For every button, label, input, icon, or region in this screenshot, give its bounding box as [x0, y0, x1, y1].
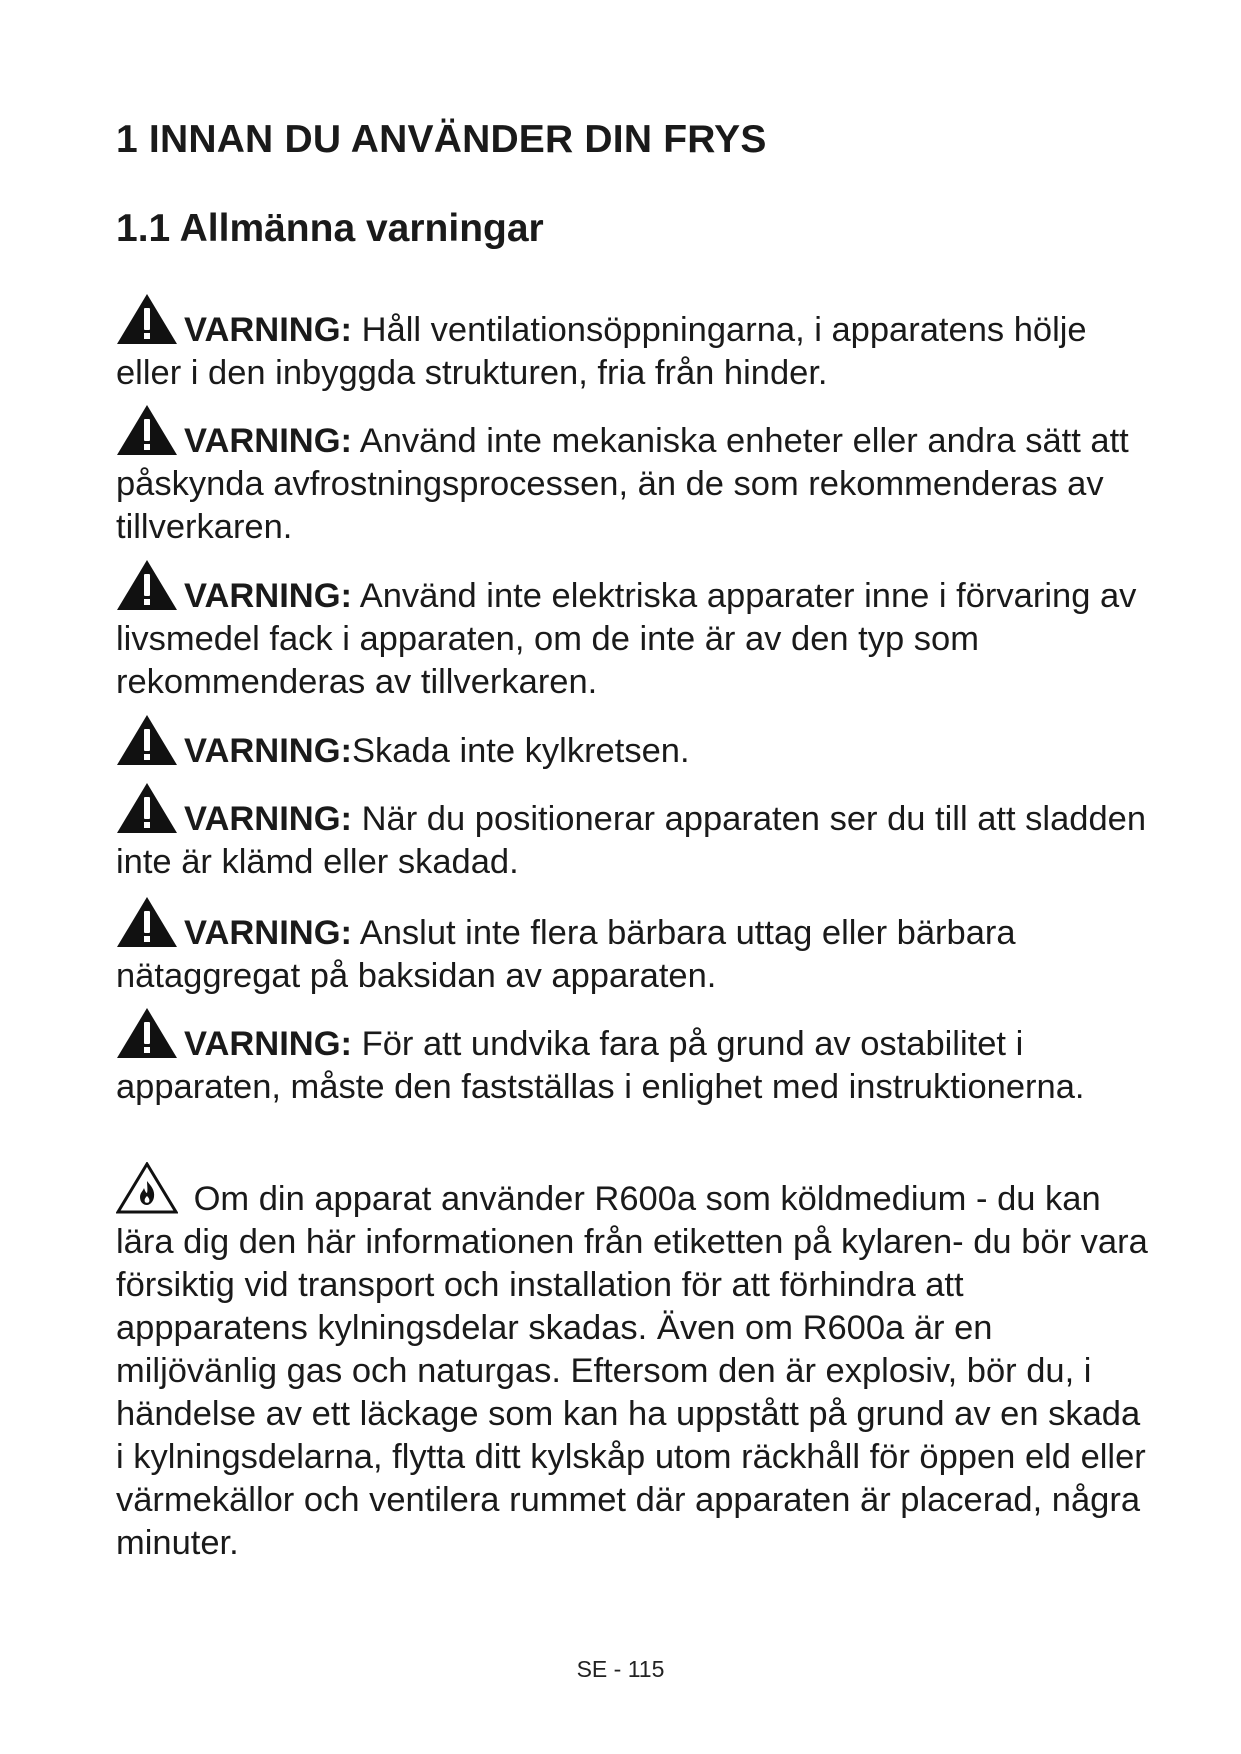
- warning-item-3: [116, 559, 1156, 704]
- warning-triangle-icon: [116, 293, 178, 345]
- warning-triangle-icon: [116, 559, 178, 611]
- warning-triangle-icon: [116, 782, 178, 834]
- warning-label: VARNING:: [184, 311, 353, 349]
- flammable-note: [116, 1162, 1156, 1565]
- warning-item-5: [116, 782, 1156, 884]
- warning-item-1: [116, 293, 1156, 395]
- warning-label: VARNING:: [184, 577, 353, 615]
- warning-text: Använd inte elektriska apparater inne i förvaring av livsmedel fack i apparaten, om de inte är av den typ som rekommenderas av tillverkaren.: [116, 577, 1137, 701]
- warning-triangle-icon: [116, 714, 178, 766]
- warning-item-6: [116, 896, 1156, 998]
- warning-triangle-icon: [116, 1007, 178, 1059]
- warning-text: Skada inte kylkretsen.: [352, 732, 690, 770]
- warning-label: VARNING:: [184, 1025, 353, 1063]
- page-number: SE - 115: [576, 1656, 665, 1682]
- page-title: 1 INNAN DU ANVÄNDER DIN FRYS: [116, 118, 767, 161]
- flammable-note-text: Om din apparat använder R600a som köldmedium - du kan lära dig den här informationen från etiketten på kylaren- du bör vara försiktig vid transport och installation för att förhindra att appparatens kylningsdelar skadas. Även om R600a är en miljövänlig gas och naturgas. Eftersom den är explosiv, bör du, i händelse av ett läckage som kan ha uppstått på grund av en skada i kylningsdelarna, flytta ditt kylskåp utom räckhåll för öppen eld eller värmekällor och ventilera rummet där apparaten är placerad, några minuter.: [116, 1180, 1148, 1562]
- warning-item-7: [116, 1007, 1156, 1109]
- flammable-warning-icon: [116, 1162, 178, 1214]
- warning-text: Anslut inte flera bärbara uttag eller bärbara nätaggregat på baksidan av apparaten.: [116, 914, 1016, 995]
- warning-triangle-icon: [116, 404, 178, 456]
- warning-label: VARNING:: [184, 732, 353, 770]
- warning-label: VARNING:: [184, 422, 353, 460]
- warning-item-2: [116, 404, 1156, 549]
- warning-item-4: [116, 714, 1156, 773]
- warning-label: VARNING:: [184, 800, 353, 838]
- warning-triangle-icon: [116, 896, 178, 948]
- section-title: 1.1 Allmänna varningar: [116, 207, 544, 250]
- warning-text: När du positionerar apparaten ser du till att sladden inte är klämd eller skadad.: [116, 800, 1147, 881]
- warning-text: För att undvika fara på grund av ostabilitet i apparaten, måste den fastställas i enlighet med instruktionerna.: [116, 1025, 1085, 1106]
- warning-text: Använd inte mekaniska enheter eller andra sätt att påskynda avfrostningsprocessen, än de som rekommenderas av tillverkaren.: [116, 422, 1129, 546]
- warning-label: VARNING:: [184, 914, 353, 952]
- warning-text: Håll ventilationsöppningarna, i apparatens hölje eller i den inbyggda strukturen, fria från hinder.: [116, 311, 1087, 392]
